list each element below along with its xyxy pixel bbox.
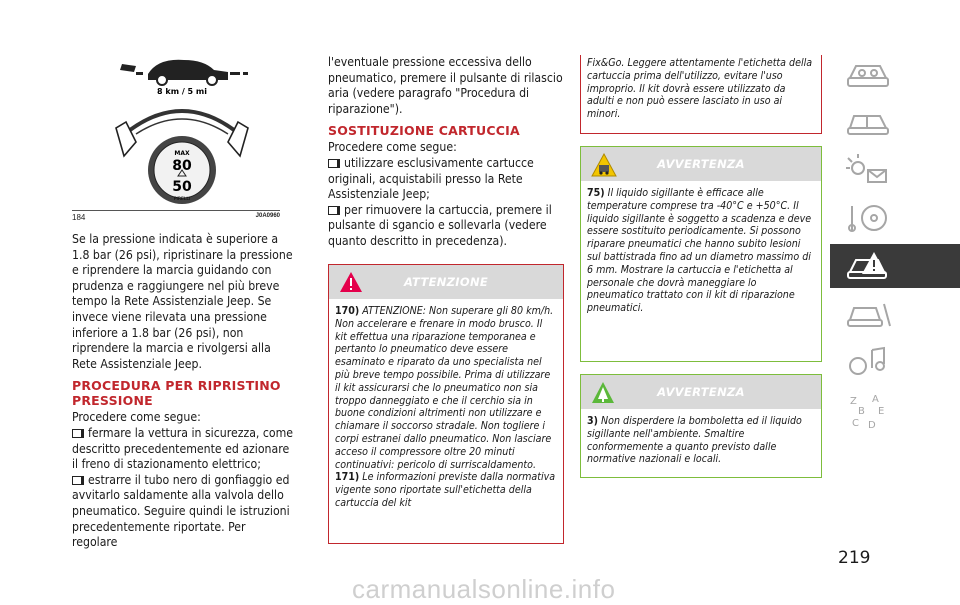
notice-item: 170) ATTENZIONE: Non superare gli 80 km/h. Non accelerare e frenare in modo brusco. Il kit effettua una riparazione temporanea e pertanto lo pneumatico deve essere esaminato e riparato da uno specialista nel più breve tempo possibile. Prima di utilizzare il kit assicurarsi che lo pneumatico non sia troppo danneggiato e che il cerchio sia in buone condizioni altrimenti non utilizzare e chiamare il soccorso stradale. Non togliere i corpi estranei dallo pneumatico. Non lasciare acceso il compressore oltre 20 minuti continuativi: pericolo di surriscaldamento. xyxy=(335,305,554,471)
gauge-kmh: 80 xyxy=(172,158,192,174)
bullet-item: estrarre il tubo nero di gonfiaggio ed avvitarlo saldamente alla valvola dello pneumatico. Seguire quindi le istruzioni precedentemente riportate. Per regolare xyxy=(72,472,290,550)
tab-emergency[interactable] xyxy=(830,244,960,288)
section-heading: PROCEDURA PER RIPRISTINO PRESSIONE xyxy=(72,378,281,409)
notice-item: 171) Le informazioni previste dalla normativa vigente sono riportate sull'etichetta della cartuccia del kit xyxy=(335,471,556,509)
tab-dashboard[interactable] xyxy=(830,52,960,96)
notice-body: Fix&Go. Leggere attentamente l'etichetta della cartuccia prima dell'utilizzo, evitare l'uso improprio. Il kit dovrà essere utilizzato da adulti e non può essere lasciato in uso ai minori. xyxy=(587,57,813,121)
bullet-item: fermare la vettura in sicurezza, come descritto precedentemente ed azionare il freno di stazionamento elettrico; xyxy=(72,425,294,472)
notice-title: AVVERTENZA xyxy=(657,385,745,399)
notice-body: 3) Non disperdere la bomboletta ed il liquido sigillante nell'ambiente. Smaltire conformemente a quanto previsto dalle normative nazionali e locali. xyxy=(587,415,802,466)
svg-text:D: D xyxy=(868,420,876,431)
notice-body xyxy=(329,299,563,514)
tab-multimedia[interactable] xyxy=(830,340,960,384)
page-number: 219 xyxy=(838,548,871,568)
sun-light-icon xyxy=(844,152,892,188)
car-music-icon xyxy=(844,344,892,380)
figure-code: J0A0960 xyxy=(255,213,280,219)
paragraph: l'eventuale pressione eccessiva dello pneumatico, premere il pulsante di rilascio aria (vedere paragrafo "Procedura di riparazione"). xyxy=(328,55,563,116)
paragraph: Se la pressione indicata è superiore a 1.8 bar (26 psi), ripristinare la pressione e riprendere la marcia guidando con prudenza e raggiungere nel più breve tempo la Rete Assistenziale Jeep. Se invece viene rilevata una pressione inferiore a 1.8 bar (26 psi), non riprendere la marcia e rivolgersi alla Rete Assistenziale Jeep. xyxy=(72,232,293,371)
svg-text:A: A xyxy=(872,394,879,405)
gauge-mph: 50 xyxy=(172,179,192,195)
car-service-icon xyxy=(844,296,892,332)
notice-body: 75) Il liquido sigillante è efficace alle temperature comprese tra -40°C e +50°C. Il liquido sigillante è soggetto a scadenza e deve essere sostituito periodicamente. Si possono riparare pneumatici che hanno subito lesioni sul battistrada fino ad un diametro massimo di 6 mm. Mostrare la cartuccia e l'etichetta al personale che dovrà maneggiare lo pneumatico trattato con il kit di riparazione pneumatici. xyxy=(587,187,812,315)
speed-label: 8 km / 5 mi xyxy=(157,87,207,96)
notice-header xyxy=(581,375,821,409)
figure-number: 184 xyxy=(72,213,86,222)
car-side-icon xyxy=(844,104,892,140)
notice-attenzione xyxy=(328,264,564,544)
tab-service[interactable] xyxy=(830,292,960,336)
wrench-steering-icon xyxy=(844,200,892,236)
tab-car[interactable] xyxy=(830,100,960,144)
notice-title: ATTENZIONE xyxy=(403,275,489,289)
tire-gauge-illustration xyxy=(72,52,280,212)
notice-avvertenza-2 xyxy=(580,374,822,478)
svg-text:E: E xyxy=(878,406,885,417)
watermark-text: carmanualsonline.info xyxy=(352,574,616,604)
bullet-icon xyxy=(328,206,340,215)
bullet-icon xyxy=(328,159,340,168)
bullet-icon xyxy=(72,476,84,485)
notice-continuation xyxy=(580,55,822,134)
notice-title: AVVERTENZA xyxy=(657,157,745,171)
tab-index[interactable] xyxy=(830,388,960,432)
figure-caption xyxy=(72,210,280,222)
intro-text: Procedere come segue: xyxy=(72,410,201,425)
svg-text:Z: Z xyxy=(850,396,857,407)
car-emergency-icon xyxy=(844,248,892,284)
bullet-item: per rimuovere la cartuccia, premere il pulsante di sgancio e sollevarla (vedere quanto descritto in precedenza). xyxy=(328,202,552,248)
car-motion-icon xyxy=(120,60,248,85)
svg-text:C: C xyxy=(852,418,859,429)
notice-header xyxy=(329,265,563,299)
column-2 xyxy=(328,55,563,250)
svg-text:B: B xyxy=(858,406,865,417)
tab-lights[interactable] xyxy=(830,148,960,192)
column-1 xyxy=(72,232,294,551)
index-letters-icon xyxy=(844,392,892,432)
intro-text: Procedere come segue: xyxy=(328,140,457,155)
section-heading: SOSTITUZIONE CARTUCCIA xyxy=(328,123,520,139)
gauge-top-text: MAX xyxy=(174,150,190,157)
bullet-icon xyxy=(72,429,84,438)
bullet-item: utilizzare esclusivamente cartucce originali, acquistabili presso la Rete Assistenziale Jeep; xyxy=(328,155,534,202)
notice-header xyxy=(581,147,821,181)
notice-avvertenza-1 xyxy=(580,146,822,362)
gauge-bottom-text: PIRELLI xyxy=(173,197,191,202)
tab-driving[interactable] xyxy=(830,196,960,240)
tire-repair-figure xyxy=(72,52,280,232)
dashboard-car-icon xyxy=(844,56,892,92)
